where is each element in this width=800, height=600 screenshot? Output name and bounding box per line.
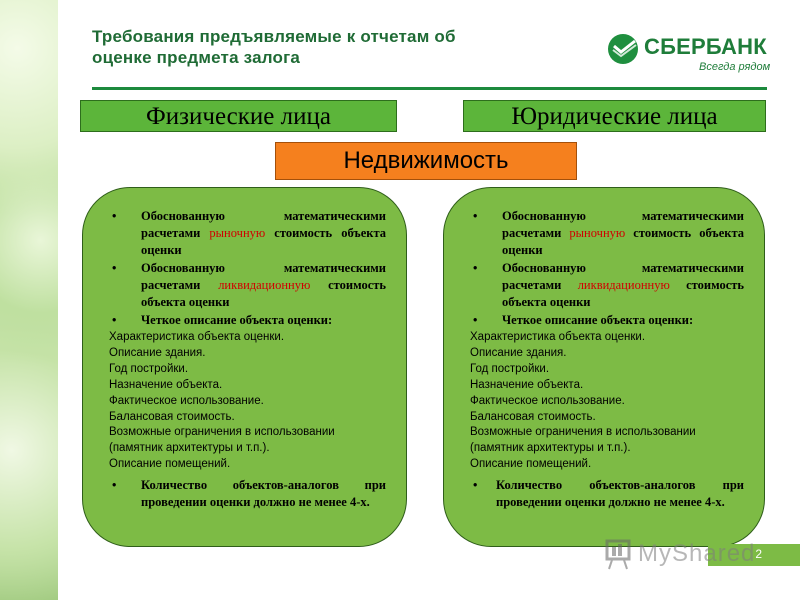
bullet-icon: • xyxy=(473,209,478,223)
detail-line: Характеристика объекта оценки. xyxy=(470,331,646,343)
detail-line: Описание здания. xyxy=(109,346,206,359)
page-number: 2 xyxy=(755,547,762,561)
detail-line: Год постройки. xyxy=(109,362,189,375)
detail-line: Описание здания. xyxy=(470,346,567,359)
title-divider xyxy=(92,87,767,90)
detail-line: Назначение объекта. xyxy=(109,378,223,391)
bullet-icon: • xyxy=(473,313,478,327)
logo-name: СБЕРБАНК xyxy=(644,34,767,59)
detail-line: Возможные ограничения в использовании xyxy=(109,426,335,439)
watermark-text: MyShared xyxy=(638,540,756,567)
requirements-card-individuals xyxy=(82,187,407,547)
presentation-board-icon xyxy=(604,538,634,570)
highlight-market: рыночную xyxy=(209,226,266,240)
detail-line: Балансовая стоимость. xyxy=(470,410,596,423)
decorative-leaf-strip xyxy=(0,0,58,600)
bullet-icon: • xyxy=(112,209,117,223)
detail-line: Характеристика объекта оценки. xyxy=(109,331,285,343)
list-item: • Обоснованную математическими расчетами ликвидационную стоимость объекта оценки xyxy=(473,261,744,309)
bullet-icon: • xyxy=(112,313,117,327)
detail-line: Балансовая стоимость. xyxy=(109,410,235,423)
detail-line: Фактическое использование. xyxy=(470,394,625,407)
list-item: • Четкое описание объекта оценки: xyxy=(112,313,333,327)
logo-tagline: Всегда рядом xyxy=(699,61,771,73)
bullet-icon: • xyxy=(112,261,117,275)
detail-line: Фактическое использование. xyxy=(109,394,264,407)
category-real-estate: Недвижимость xyxy=(275,142,577,180)
list-item: • Количество объектов-аналогов при проведении оценки должно не менее 4-х. xyxy=(112,478,386,510)
list-item: • Обоснованную математическими расчетами ликвидационную стоимость объекта оценки xyxy=(112,261,386,309)
list-item: • Обоснованную математическими расчетами рыночную стоимость объекта оценки xyxy=(112,209,386,257)
object-details xyxy=(470,330,744,473)
bullet-icon: • xyxy=(112,478,117,493)
tab-legal-entities[interactable]: Юридические лица xyxy=(463,100,766,132)
sberbank-logo xyxy=(606,29,776,79)
highlight-liquidation: ликвидационную xyxy=(218,278,311,292)
sberbank-logo-icon xyxy=(606,32,640,66)
detail-line: Год постройки. xyxy=(470,362,550,375)
page-title xyxy=(92,26,562,68)
tab-individuals[interactable]: Физические лица xyxy=(80,100,397,132)
watermark xyxy=(604,538,764,572)
highlight-market: рыночную xyxy=(569,226,626,240)
list-item: • Четкое описание объекта оценки: xyxy=(473,313,694,327)
highlight-liquidation: ликвидационную xyxy=(577,278,670,292)
bullet-icon: • xyxy=(473,478,478,493)
bullet-icon: • xyxy=(473,261,478,275)
detail-line: (памятник архитектуры и т.п.). xyxy=(470,442,631,455)
list-item: • Количество объектов-аналогов при проведении оценки должно не менее 4-х. xyxy=(473,478,744,510)
list-item: • Обоснованную математическими расчетами рыночную стоимость объекта оценки xyxy=(473,209,744,257)
title-line-2: оценке предмета залога xyxy=(92,48,301,67)
detail-line: Описание помещений. xyxy=(470,458,592,471)
detail-line: Назначение объекта. xyxy=(470,378,584,391)
detail-line: Описание помещений. xyxy=(109,458,231,471)
title-line-1: Требования предъявляемые к отчетам об xyxy=(92,27,456,46)
requirements-card-legal-entities xyxy=(443,187,765,547)
detail-line: Возможные ограничения в использовании xyxy=(470,426,696,439)
object-details xyxy=(109,330,386,473)
detail-line: (памятник архитектуры и т.п.). xyxy=(109,442,270,455)
